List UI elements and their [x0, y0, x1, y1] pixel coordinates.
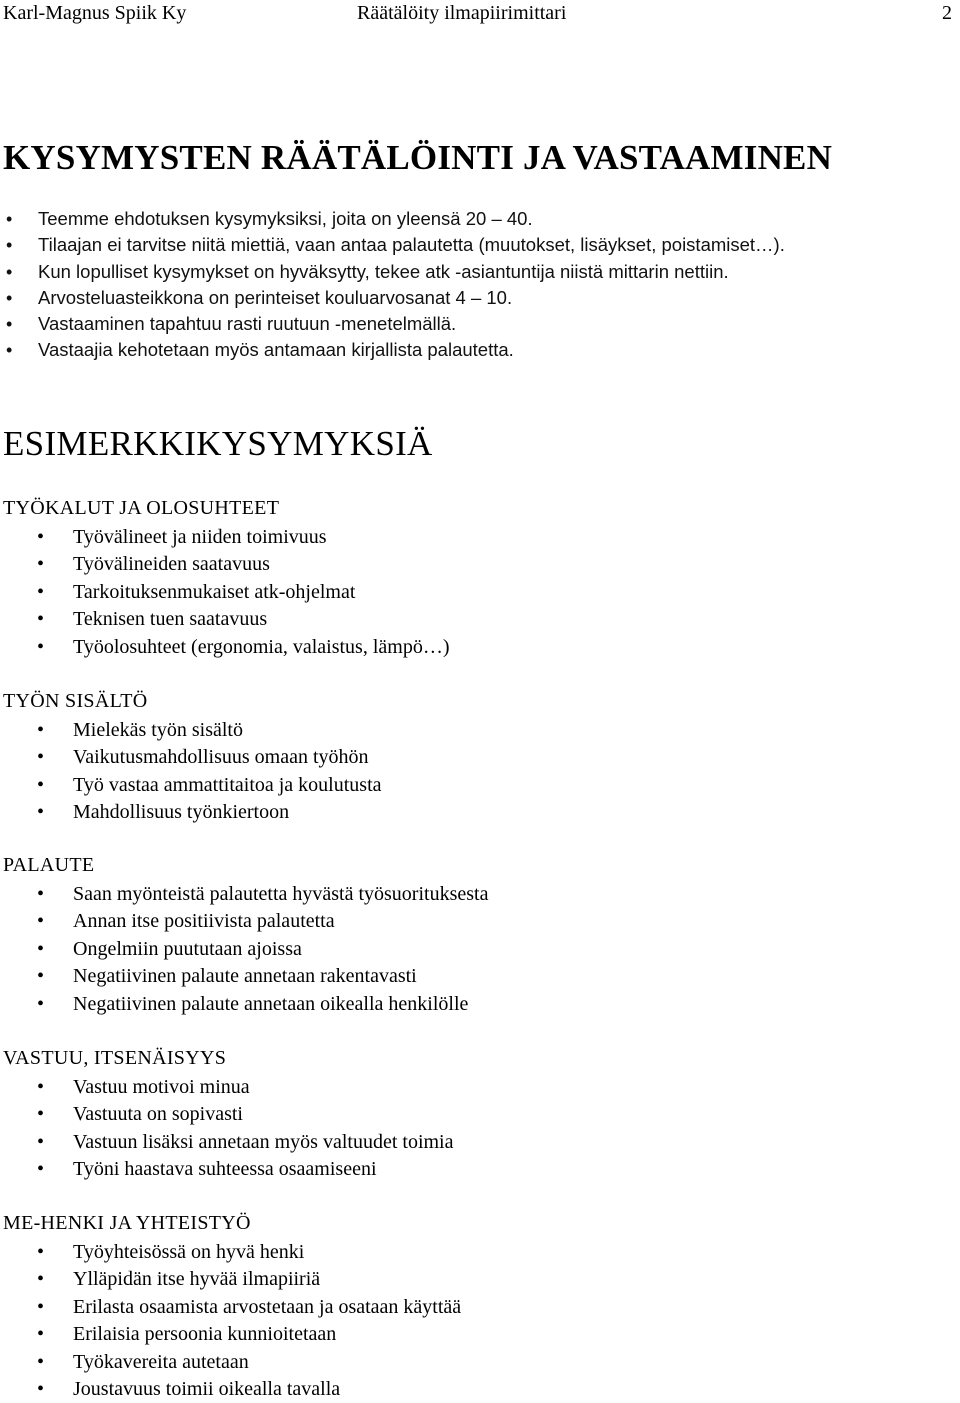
- list-item: • Työolosuhteet (ergonomia, valaistus, lämpö…): [0, 634, 450, 661]
- list-item: • Työvälineet ja niiden toimivuus: [0, 524, 450, 551]
- intro-item: • Tilaajan ei tarvitse niitä miettiä, vaan antaa palautetta (muutokset, lisäykset, poistamiset…).: [0, 232, 785, 258]
- section-heading: PALAUTE: [3, 854, 95, 876]
- section-tools: [0, 496, 450, 661]
- list-item: • Tarkoituksenmukaiset atk-ohjelmat: [0, 579, 450, 606]
- section-list: [0, 524, 450, 661]
- list-item: • Saan myönteistä palautetta hyvästä työsuorituksesta: [0, 881, 488, 908]
- intro-list: [0, 206, 785, 364]
- list-item: • Vastuun lisäksi annetaan myös valtuudet toimia: [0, 1129, 454, 1156]
- list-item: • Vastuu motivoi minua: [0, 1074, 454, 1101]
- section-list: [0, 717, 382, 827]
- section-list: [0, 1074, 454, 1184]
- list-item: • Erilasta osaamista arvostetaan ja osataan käyttää: [0, 1294, 461, 1321]
- list-item: • Mielekäs työn sisältö: [0, 717, 382, 744]
- section-list: [0, 1239, 461, 1403]
- list-item: • Vaikutusmahdollisuus omaan työhön: [0, 744, 382, 771]
- section-heading: ME-HENKI JA YHTEISTYÖ: [3, 1212, 251, 1234]
- list-item: • Vastuuta on sopivasti: [0, 1101, 454, 1128]
- list-item: • Teknisen tuen saatavuus: [0, 606, 450, 633]
- list-item: • Työkavereita autetaan: [0, 1349, 461, 1376]
- main-heading: KYSYMYSTEN RÄÄTÄLÖINTI JA VASTAAMINEN: [3, 138, 833, 177]
- section-heading: VASTUU, ITSENÄISYYS: [3, 1047, 227, 1069]
- intro-item: • Arvosteluasteikkona on perinteiset kouluarvosanat 4 – 10.: [0, 285, 785, 311]
- header-document-title: Räätälöity ilmapiirimittari: [357, 2, 567, 24]
- section-heading: TYÖKALUT JA OLOSUHTEET: [3, 497, 280, 519]
- list-item: • Annan itse positiivista palautetta: [0, 908, 488, 935]
- list-item: • Työ vastaa ammattitaitoa ja koulutusta: [0, 772, 382, 799]
- list-item: • Työni haastava suhteessa osaamiseeni: [0, 1156, 454, 1183]
- page-number: 2: [942, 2, 952, 24]
- list-item: • Joustavuus toimii oikealla tavalla: [0, 1376, 461, 1403]
- list-item: • Negatiivinen palaute annetaan oikealla henkilölle: [0, 991, 488, 1018]
- section-team-spirit: [0, 1211, 461, 1403]
- section-work-content: [0, 689, 382, 827]
- list-item: • Negatiivinen palaute annetaan rakentavasti: [0, 963, 488, 990]
- header-author: Karl-Magnus Spiik Ky: [3, 2, 187, 24]
- list-item: • Erilaisia persoonia kunnioitetaan: [0, 1321, 461, 1348]
- section-responsibility: [0, 1046, 454, 1184]
- intro-item: • Teemme ehdotuksen kysymyksiksi, joita on yleensä 20 – 40.: [0, 206, 785, 232]
- intro-item: • Vastaajia kehotetaan myös antamaan kirjallista palautetta.: [0, 337, 785, 363]
- section-list: [0, 881, 488, 1018]
- section-feedback: [0, 853, 488, 1018]
- list-item: • Työyhteisössä on hyvä henki: [0, 1239, 461, 1266]
- intro-item: • Vastaaminen tapahtuu rasti ruutuun -menetelmällä.: [0, 311, 785, 337]
- list-item: • Ylläpidän itse hyvää ilmapiiriä: [0, 1266, 461, 1293]
- list-item: • Työvälineiden saatavuus: [0, 551, 450, 578]
- intro-item: • Kun lopulliset kysymykset on hyväksytty, tekee atk -asiantuntija niistä mittarin nettiin.: [0, 259, 785, 285]
- list-item: • Ongelmiin puututaan ajoissa: [0, 936, 488, 963]
- list-item: • Mahdollisuus työnkiertoon: [0, 799, 382, 826]
- examples-heading: ESIMERKKIKYSYMYKSIÄ: [3, 424, 433, 463]
- section-heading: TYÖN SISÄLTÖ: [3, 690, 148, 712]
